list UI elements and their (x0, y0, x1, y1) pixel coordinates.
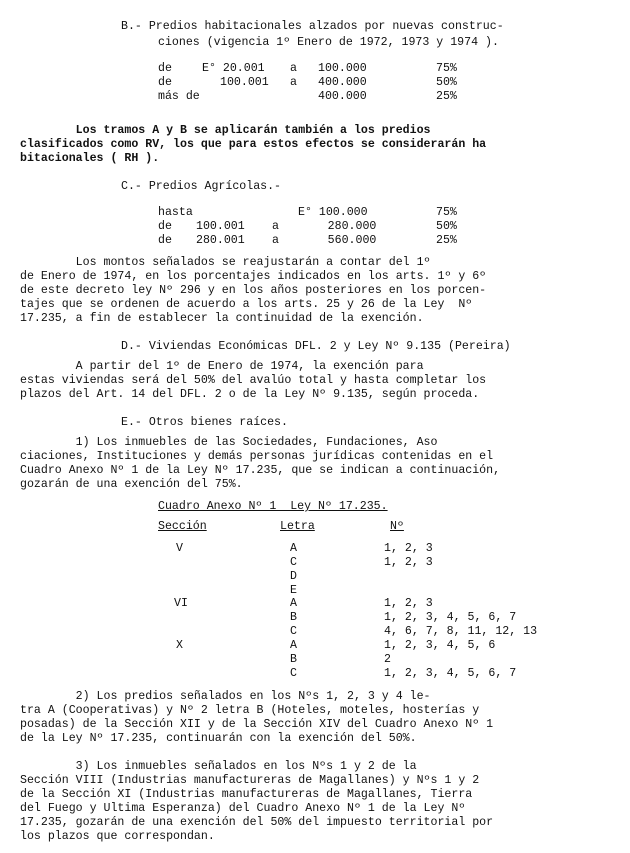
section-e-para1-line: 1) Los inmuebles de las Sociedades, Fundaciones, Aso (20, 436, 438, 449)
section-b-para-line: bitacionales ( RH ). (20, 152, 160, 165)
cell: más de (158, 90, 200, 103)
annex-table-title: Cuadro Anexo Nº 1 Ley Nº 17.235. (158, 500, 388, 513)
cell: de (158, 234, 172, 247)
cell-letra: C (290, 625, 297, 638)
cell-seccion: V (176, 542, 183, 555)
cell: 400.000 (318, 76, 367, 89)
cell: a 560.000 (272, 234, 377, 247)
cell: 75% (436, 206, 457, 219)
section-e-para3-line: 3) Los inmuebles señalados en los Nºs 1 y 2 de la (20, 760, 417, 773)
cell-letra: C (290, 556, 297, 569)
cell: de (158, 220, 172, 233)
section-e-para2-line: de la Ley Nº 17.235, continuarán con la exención del 50%. (20, 732, 417, 745)
section-d-para-line: plazos del Art. 14 del DFL. 2 o de la Ley Nº 9.135, según proceda. (20, 388, 480, 401)
cell-numero: 1, 2, 3 (384, 597, 433, 610)
section-e-para1-line: ciaciones, Instituciones y demás personas jurídicas contenidas en el (20, 450, 494, 463)
cell-seccion: X (176, 639, 183, 652)
cell-numero: 1, 2, 3 (384, 542, 433, 555)
section-c-para-line: de Enero de 1974, en los porcentajes indicados en los arts. 1º y 6º (20, 270, 487, 283)
cell-numero: 1, 2, 3, 4, 5, 6, 7 (384, 611, 517, 624)
cell-letra: A (290, 542, 297, 555)
cell: a (290, 62, 297, 75)
section-b-heading-line2: ciones (vigencia 1º Enero de 1972, 1973 y 1974 ). (158, 36, 499, 49)
cell-letra: A (290, 639, 297, 652)
cell-numero: 1, 2, 3 (384, 556, 433, 569)
section-e-para2-line: tra A (Cooperativas) y Nº 2 letra B (Hoteles, moteles, hosterías y (20, 704, 480, 717)
section-b-para-line: clasificados como RV, los que para estos efectos se considerarán ha (20, 138, 487, 151)
section-c-para-line: 17.235, a fin de establecer la continuidad de la exención. (20, 312, 424, 325)
section-b-heading-line1: B.- Predios habitacionales alzados por nuevas construc- (121, 20, 504, 33)
section-e-para3-line: Sección VIII (Industrias manufactureras de Magallanes) y Nºs 1 y 2 (20, 774, 480, 787)
cell: 100.001 (220, 76, 269, 89)
section-c-para-line: de este decreto ley Nº 296 y en los años posteriores en los porcen- (20, 284, 487, 297)
cell-numero: 4, 6, 7, 8, 11, 12, 13 (384, 625, 538, 638)
cell-letra: C (290, 667, 297, 680)
section-c-para-line: Los montos señalados se reajustarán a contar del 1º (20, 256, 431, 269)
cell-letra: B (290, 653, 297, 666)
cell: E° 20.001 (202, 62, 265, 75)
cell-seccion: VI (174, 597, 188, 610)
cell: 50% (436, 76, 457, 89)
section-d-para-line: estas viviendas será del 50% del avalúo total y hasta completar los (20, 374, 487, 387)
table-header-seccion: Sección (158, 520, 207, 533)
table-header-numero: Nº (390, 520, 404, 533)
cell: 25% (436, 234, 457, 247)
cell-letra: A (290, 597, 297, 610)
cell: 100.001 (196, 220, 245, 233)
section-c-para-line: tajes que se ordenen de acuerdo a los arts. 25 y 26 de la Ley Nº (20, 298, 473, 311)
section-e-para3-line: 17.235, gozarán de una exención del 50% del impuesto territorial por (20, 816, 494, 829)
cell-numero: 1, 2, 3, 4, 5, 6, 7 (384, 667, 517, 680)
cell: a (290, 76, 297, 89)
cell: 100.000 (318, 62, 367, 75)
cell: hasta (158, 206, 193, 219)
cell: 400.000 (318, 90, 367, 103)
cell-numero: 2 (384, 653, 391, 666)
section-e-para3-line: de la Sección XI (Industrias manufactureras de Magallanes, Tierra (20, 788, 473, 801)
cell: 50% (436, 220, 457, 233)
section-c-heading: C.- Predios Agrícolas.- (121, 180, 282, 193)
cell: de (158, 76, 172, 89)
cell-letra: E (290, 584, 297, 597)
cell: a 280.000 (272, 220, 377, 233)
section-e-para3-line: los plazos que correspondan. (20, 830, 215, 843)
section-e-heading: E.- Otros bienes raíces. (121, 416, 288, 429)
table-header-letra: Letra (280, 520, 315, 533)
cell-numero: 1, 2, 3, 4, 5, 6 (384, 639, 496, 652)
cell: E° 100.000 (298, 206, 368, 219)
cell-letra: D (290, 570, 297, 583)
cell: 75% (436, 62, 457, 75)
cell: de (158, 62, 172, 75)
cell: 280.001 (196, 234, 245, 247)
section-d-para-line: A partir del 1º de Enero de 1974, la exención para (20, 360, 424, 373)
section-e-para2-line: posadas) de la Sección XII y de la Sección XIV del Cuadro Anexo Nº 1 (20, 718, 494, 731)
section-e-para3-line: del Fuego y Ultima Esperanza) del Cuadro Anexo Nº 1 de la Ley Nº (20, 802, 466, 815)
section-e-para1-line: Cuadro Anexo Nº 1 de la Ley Nº 17.235, que se indican a continuación, (20, 464, 501, 477)
section-b-para-line: Los tramos A y B se aplicarán también a los predios (20, 124, 431, 137)
section-e-para1-line: gozarán de una exención del 75%. (20, 478, 243, 491)
cell-letra: B (290, 611, 297, 624)
section-e-para2-line: 2) Los predios señalados en los Nºs 1, 2, 3 y 4 le- (20, 690, 431, 703)
cell: 25% (436, 90, 457, 103)
section-d-heading: D.- Viviendas Económicas DFL. 2 y Ley Nº 9.135 (Pereira) (121, 340, 511, 353)
